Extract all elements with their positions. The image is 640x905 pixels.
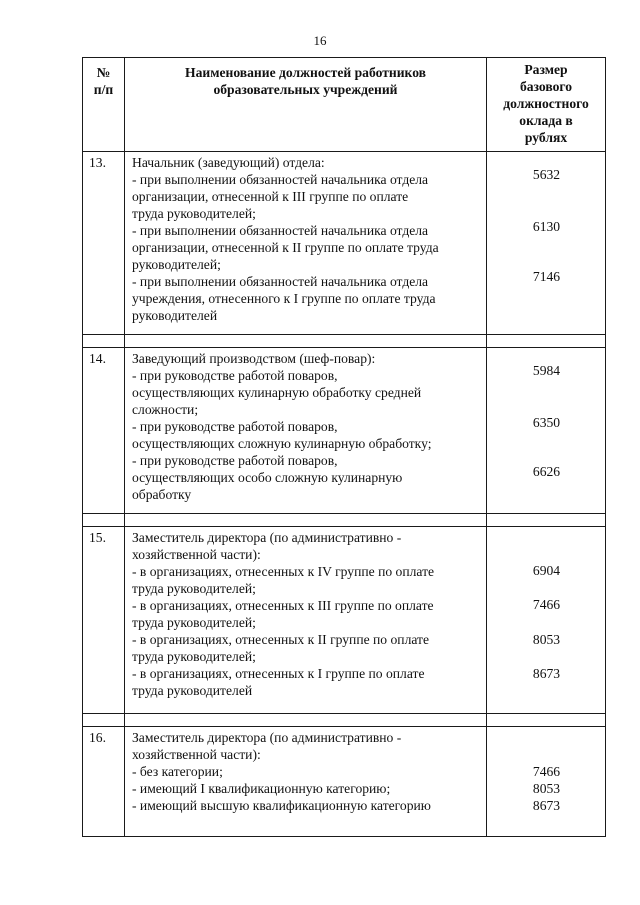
header-salary-line: оклада в [519, 113, 573, 128]
position-line: Заместитель директора (по административно - [132, 730, 402, 745]
header-number-line: п/п [93, 82, 114, 97]
salary-value: 7466 [532, 764, 561, 779]
position-line: - в организациях, отнесенных к III группе по оплате [132, 598, 434, 613]
table-row [83, 527, 606, 714]
position-line: труда руководителей; [132, 615, 256, 630]
position-line: руководителей [132, 308, 218, 323]
header-salary [487, 58, 606, 152]
row-salary [487, 527, 606, 714]
salary-value: 8053 [532, 632, 561, 647]
salary-value: 5632 [532, 167, 561, 182]
salary-value: 6904 [532, 563, 561, 578]
row-gap [83, 514, 606, 527]
position-line: - имеющий высшую квалификационную категорию [132, 798, 431, 813]
position-line: труда руководителей; [132, 649, 256, 664]
row-number: 13. [83, 152, 125, 335]
position-line: осуществляющих кулинарную обработку средней [132, 385, 422, 400]
salary-value: 8673 [532, 666, 561, 681]
header-name-line: Наименование должностей работников [185, 65, 426, 80]
header-salary-line: должностного [503, 96, 589, 111]
position-line: - при выполнении обязанностей начальника отдела [132, 172, 429, 187]
salary-value: 6626 [532, 464, 561, 479]
row-gap [83, 714, 606, 727]
row-position-name [125, 152, 487, 335]
row-gap [83, 335, 606, 348]
row-salary [487, 727, 606, 837]
row-number: 14. [83, 348, 125, 514]
salary-value: 6350 [532, 415, 561, 430]
position-line: - при руководстве работой поваров, [132, 419, 338, 434]
header-name-line: образовательных учреждений [213, 82, 398, 97]
position-line: обработку [132, 487, 192, 502]
position-line: сложности; [132, 402, 199, 417]
position-line: - при руководстве работой поваров, [132, 453, 338, 468]
header-number-line: № [96, 65, 111, 80]
table-row [83, 152, 606, 335]
row-salary [487, 348, 606, 514]
position-line: Заместитель директора (по административно - [132, 530, 402, 545]
salary-value: 7466 [532, 597, 561, 612]
position-line: осуществляющих сложную кулинарную обработку; [132, 436, 432, 451]
salary-value: 8053 [532, 781, 561, 796]
position-line: труда руководителей; [132, 206, 256, 221]
position-line: - имеющий I квалификационную категорию; [132, 781, 391, 796]
row-position-name [125, 527, 487, 714]
position-line: организации, отнесенной к III группе по оплате [132, 189, 409, 204]
row-position-name [125, 348, 487, 514]
position-line: Начальник (заведующий) отдела: [132, 155, 325, 170]
page-number: 16 [313, 33, 327, 48]
position-line: - в организациях, отнесенных к I группе по оплате [132, 666, 425, 681]
position-line: - без категории; [132, 764, 223, 779]
header-number [83, 58, 125, 152]
row-number: 15. [83, 527, 125, 714]
position-line: хозяйственной части): [132, 547, 261, 562]
row-position-name [125, 727, 487, 837]
row-number: 16. [83, 727, 125, 837]
table-header-row [83, 58, 606, 152]
header-salary-line: Размер [524, 62, 568, 77]
position-line: Заведующий производством (шеф-повар): [132, 351, 376, 366]
table-row [83, 348, 606, 514]
position-line: труда руководителей [132, 683, 253, 698]
table-row [83, 727, 606, 837]
position-line: - при руководстве работой поваров, [132, 368, 338, 383]
position-line: - при выполнении обязанностей начальника отдела [132, 223, 429, 238]
salary-value: 5984 [532, 363, 561, 378]
salary-value: 7146 [532, 269, 561, 284]
position-line: хозяйственной части): [132, 747, 261, 762]
row-salary [487, 152, 606, 335]
position-line: труда руководителей; [132, 581, 256, 596]
position-line: - в организациях, отнесенных к IV группе по оплате [132, 564, 435, 579]
header-salary-line: рублях [524, 130, 568, 145]
position-line: - при выполнении обязанностей начальника отдела [132, 274, 429, 289]
salary-table [82, 57, 606, 837]
header-salary-line: базового [519, 79, 573, 94]
salary-value: 8673 [532, 798, 561, 813]
salary-value: 6130 [532, 219, 561, 234]
position-line: организации, отнесенной к II группе по оплате труда [132, 240, 439, 255]
position-line: руководителей; [132, 257, 221, 272]
position-line: осуществляющих особо сложную кулинарную [132, 470, 403, 485]
position-line: - в организациях, отнесенных к II группе по оплате [132, 632, 430, 647]
header-position-name [125, 58, 487, 152]
position-line: учреждения, отнесенного к I группе по оплате труда [132, 291, 436, 306]
